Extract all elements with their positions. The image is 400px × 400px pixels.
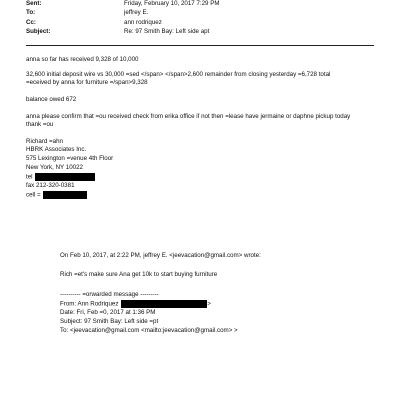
cc-label: Cc: xyxy=(26,18,36,26)
forwarded-to: To: <jeevacation@gmail.com <mailto:jeevacation@gmail.com> > xyxy=(60,327,238,334)
quoted-intro: On Feb 10, 2017, at 2:22 PM, jeffrey E. <jeevacation@gmail.com> wrote: xyxy=(60,252,261,259)
sent-row xyxy=(26,0,220,9)
forwarded-from-row xyxy=(60,300,211,308)
body-line-5: anna please confirm that =ou received check from erika office if not then =lease have jermaine or daphne pickup today xyxy=(26,113,351,120)
sent-label: Sent: xyxy=(26,0,42,7)
subject-value: Re: 97 Smith Bay: Left side apt xyxy=(124,28,210,36)
body-line-4: balance owed 672 xyxy=(26,96,77,103)
forwarded-from-end: > xyxy=(207,300,211,308)
cc-value: ann rodriquez xyxy=(124,18,162,26)
signature-cell-row xyxy=(26,191,87,199)
quoted-line-1: Rich =et's make sure Ana get 10k to start buying furniture xyxy=(60,271,218,278)
forwarded-from: From: Ann Rodriquez xyxy=(60,300,119,308)
redaction-block xyxy=(43,191,87,199)
cc-row xyxy=(26,19,220,28)
redaction-block xyxy=(35,173,95,181)
forwarded-marker: ---------- =orwarded message --------- xyxy=(60,291,159,298)
body-line-1: anna so far has received 9,328 of 10,000 xyxy=(26,56,139,63)
signature-tel: tel xyxy=(26,173,33,181)
to-value: jeffrey E. xyxy=(124,9,149,17)
header-divider xyxy=(26,45,374,46)
forwarded-subject: Subject: 97 Smith Bay: Left side =pt xyxy=(60,318,159,325)
subject-label: Subject: xyxy=(26,28,51,36)
signature-tel-row xyxy=(26,173,95,181)
body-line-2: 32,600 initial deposit wire vs 30,000 =sed </span> </span>2,600 remainder from closing yesterday =6,728 total xyxy=(26,71,331,78)
to-label: To: xyxy=(26,9,36,17)
to-row xyxy=(26,9,220,18)
signature-fax: fax 212-320-0381 xyxy=(26,182,75,189)
signature-cell: cell = xyxy=(26,191,41,199)
sent-value: Friday, February 10, 2017 7:29 PM xyxy=(124,0,220,7)
body-line-3: =eceived by anna for furniture =/span>9,328 xyxy=(26,79,148,86)
signature-name: Richard =ahn xyxy=(26,138,63,145)
subject-row xyxy=(26,28,220,37)
signature-address-1: 575 Lexington =venue 4th Floor xyxy=(26,155,114,162)
forwarded-date: Date: Fri, Feb =0, 2017 at 1:36 PM xyxy=(60,309,156,316)
signature-address-2: New York, NY 10022 xyxy=(26,164,83,171)
signature-company: HBRK Associates Inc. xyxy=(26,146,87,153)
redaction-block xyxy=(121,300,207,308)
email-header xyxy=(26,0,220,38)
body-line-6: thank =ou xyxy=(26,121,54,128)
